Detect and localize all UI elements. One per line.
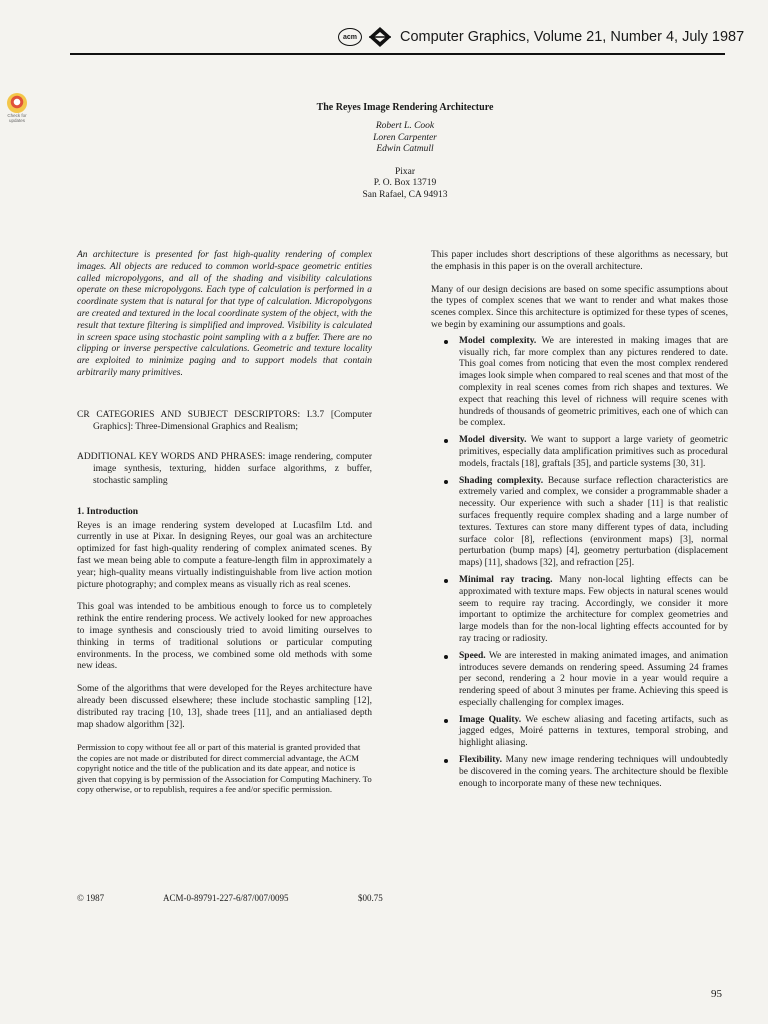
list-item-text: We are interested in making animated images, and animation introduces severe demands on rendering speed. Assuming 24 frames per second, rendering a 2 hour movie in a year would require a rendering speed of about 3 minutes per frame. Achieving this speed is especially challenging for complex images. — [459, 650, 728, 708]
goals-list — [431, 336, 728, 791]
list-item-title: Shading complexity. — [459, 475, 544, 486]
updates-label: Check for updates — [7, 113, 27, 123]
title-block — [200, 101, 610, 201]
price: $00.75 — [358, 893, 383, 903]
list-item-text: We are interested in making images that are visually rich, far more complex than any pictures rendered to date. This goal comes from noticing that even the most complex rendered images look simple when compared to real scenes and that most of the complexity in real scenes comes from rich shapes and textures. We expect that reaching this level of richness will require scenes with hundreds of thousands of geometric primitives, each one of which can be complex. — [459, 335, 728, 429]
author-name: Loren Carpenter — [373, 132, 437, 143]
author-name: Edwin Catmull — [376, 144, 434, 154]
list-item — [431, 715, 728, 750]
keywords: ADDITIONAL KEY WORDS AND PHRASES: image rendering, computer image synthesis, texturing, hidden surface algorithms, z buffer, stochastic sampling — [77, 452, 372, 486]
check-for-updates-badge[interactable] — [3, 93, 31, 123]
section-heading: 1. Introduction — [77, 506, 139, 517]
intro-paragraph: Reyes is an image rendering system developed at Lucasfilm Ltd. and currently in use at Pixar. In designing Reyes, our goal was an architecture optimized for fast high-quality rendering of complex animated scenes. By fast we mean being able to compute a feature-length film in approximately a year; high-quality means virtually indistinguishable from live action motion picture photography; and complex means as visually rich as real scenes. — [77, 520, 372, 590]
list-item — [431, 336, 728, 430]
author-name: Robert L. Cook — [375, 121, 435, 131]
list-item — [431, 651, 728, 710]
list-item-text: Many non-local lighting effects can be approximated with texture maps. Few objects in natural scenes would seem to require ray tracing. Accordingly, we consider it more important to optimize the architecture for complex geometries and large models than for the non-local lighting effects accounted for by ray tracing or radiosity. — [459, 574, 729, 644]
intro-paragraph: Some of the algorithms that were developed for the Reyes architecture have already been discussed elsewhere; these include stochastic sampling [12], distributed ray tracing [10, 13], shade trees [11], and an antialiased depth map shadow algorithm [32]. — [77, 684, 372, 730]
list-item-title: Model diversity. — [459, 435, 527, 446]
cr-categories: CR CATEGORIES AND SUBJECT DESCRIPTORS: I.3.7 [Computer Graphics]: Three-Dimensional Graphics and Realism; — [77, 409, 372, 432]
page-number: 95 — [711, 988, 722, 1000]
affiliation-line: San Rafael, CA 94913 — [362, 189, 448, 200]
affiliation-line: Pixar — [394, 166, 416, 177]
acm-isbn: ACM-0-89791-227-6/87/007/0095 — [163, 893, 289, 903]
left-column — [77, 250, 372, 806]
paper-title: The Reyes Image Rendering Architecture — [316, 102, 494, 113]
list-item-text: We eschew aliasing and faceting artifacts, such as jagged edges, Moiré patterns in textures, temporal strobing, and highlight aliasing. — [459, 714, 728, 749]
list-item-text: We want to support a large variety of geometric primitives, especially data amplification primitives such as procedural models, fractals [18], graftals [35], and particle systems [30, 31]. — [459, 435, 728, 469]
list-item — [431, 476, 728, 570]
acm-logo: acm — [338, 28, 362, 46]
list-item — [431, 575, 728, 646]
list-item — [431, 755, 728, 790]
copyright-notice: © 1987 — [77, 893, 105, 903]
abstract: An architecture is presented for fast high-quality rendering of complex images. All objects are reduced to common world-space geometric entities called micropolygons, and all of the shading and visibility calculations operate on these micropolygons. Each type of calculation is performed in a coordinate system that is natural for that type of calculation. Micropolygons are created and textured in the local coordinate system of the object, with the result that texture filtering is simplified and improved. Visibility is calculated in screen space using stochastic point sampling with a z buffer. There are no clipping or inverse perspective calculations. Geometric and texture locality are exploited to minimize paging and to support models that contain arbitrarily many primitives. — [77, 250, 372, 378]
list-item-text: Because surface reflection characteristics are extremely varied and complex, we consider a programmable shader a necessity. Our experience with such a shader [11] is that realistic surfaces frequently require complex shading and a large number of textures. Textures can store many different types of data, including surface color [8], reflections (environment maps) [3], normal perturbation (bump maps) [4], geometry perturbation (displacement maps) [11], shadows [32], and refraction [25]. — [459, 475, 728, 569]
journal-title: Computer Graphics, Volume 21, Number 4, July 1987 — [400, 29, 745, 45]
updates-icon — [7, 93, 27, 113]
body-paragraph: Many of our design decisions are based on some specific assumptions about the types of complex scenes that we want to render and what makes those scenes complex. Since this architecture is optimized for these types of scenes, we begin by examining our assumptions and goals. — [431, 284, 728, 330]
body-paragraph: This paper includes short descriptions of these algorithms as necessary, but the emphasis in this paper is on the overall architecture. — [431, 250, 728, 272]
list-item — [431, 435, 728, 470]
list-item-title: Model complexity. — [459, 335, 537, 346]
list-item-title: Minimal ray tracing. — [459, 574, 553, 585]
siggraph-diamond-logo — [368, 26, 392, 48]
header-rule — [70, 53, 725, 55]
list-item-title: Flexibility. — [459, 755, 503, 766]
list-item-title: Image Quality. — [459, 714, 522, 725]
permission-notice: Permission to copy without fee all or part of this material is granted provided that the copies are not made or distributed for direct commercial advantage, the ACM copyright notice and the title of the publication and its date appear, and notice is given that copying is by permission of the Association for Computing Machinery. To copy otherwise, or to republish, requires a fee and/or specific permission. — [77, 742, 372, 795]
affiliation-line: P. O. Box 13719 — [373, 178, 437, 188]
intro-paragraph: This goal was intended to be ambitious enough to force us to completely rethink the entire rendering process. We actively looked for new approaches to image synthesis and consciously tried to avoid limiting ourselves to thinking in terms of traditional solutions or particular computing environments. In the process, we combined some old methods with some new ideas. — [77, 602, 372, 672]
list-item-title: Speed. — [459, 650, 486, 661]
list-item-text: Many new image rendering techniques will undoubtedly be discovered in the coming years. The architecture should be flexible enough to incorporate many of these new techniques. — [459, 755, 728, 789]
right-column — [431, 250, 728, 795]
